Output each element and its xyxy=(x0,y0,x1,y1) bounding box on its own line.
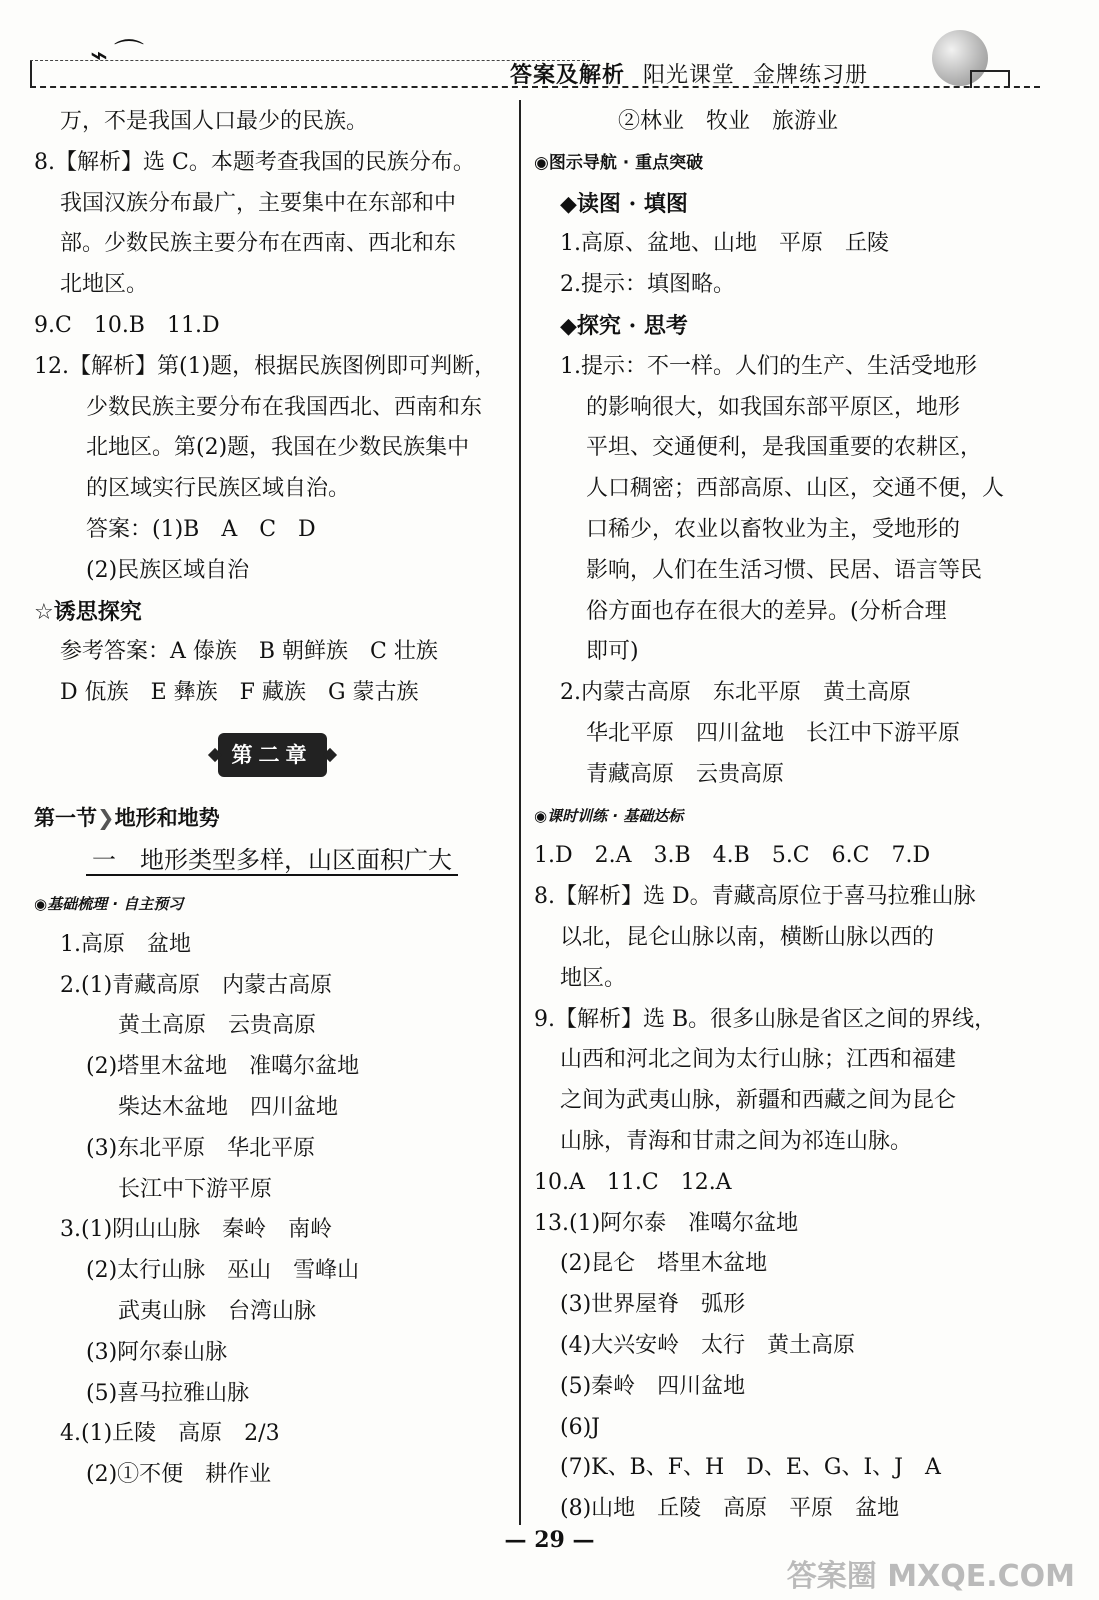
text-line: (2)民族区域自治 xyxy=(86,557,250,583)
text-line: 地区。 xyxy=(560,965,627,991)
tag-basic-text: 基础梳理 · 自主预习 xyxy=(47,894,184,913)
text-line: 10.A 11.C 12.A xyxy=(534,1169,732,1195)
text-line: 北地区。 xyxy=(60,272,149,298)
diamond-icon: ◆ xyxy=(560,190,577,217)
text-line: (2)太行山脉 巫山 雪峰山 xyxy=(86,1258,360,1284)
text-line: 之间为武夷山脉，新疆和西藏之间为昆仑 xyxy=(560,1088,957,1114)
tag-marker-icon: ◉ xyxy=(34,894,48,913)
right-column xyxy=(534,102,1024,1530)
text-line: (3)阿尔泰山脉 xyxy=(86,1339,228,1365)
text-line: 2.内蒙古高原 东北平原 黄土高原 xyxy=(560,680,911,706)
diamond-icon: ◆ xyxy=(560,312,577,339)
text-line: 少数民族主要分布在我国西北、西南和东 xyxy=(86,394,483,420)
text-line: 口稀少，农业以畜牧业为主，受地形的 xyxy=(586,516,961,542)
header-middle-text: 阳光课堂 xyxy=(643,63,736,88)
explore-title: 探究 · 思考 xyxy=(576,312,688,339)
text-line: 1.高原、盆地、山地 平原 丘陵 xyxy=(560,231,889,257)
text-line: 13.(1)阿尔泰 准噶尔盆地 xyxy=(534,1210,799,1236)
text-line: 1.高原 盆地 xyxy=(60,931,191,957)
text-line: 影响，人们在生活习惯、民居、语言等民 xyxy=(586,557,983,583)
tag-graph xyxy=(534,143,1024,184)
tag-graph-text: 图示导航 · 重点突破 xyxy=(548,152,704,173)
text-line: (3)世界屋脊 弧形 xyxy=(560,1292,746,1318)
header-right-text: 金牌练习册 xyxy=(753,63,869,88)
header-brand xyxy=(510,58,868,89)
star-icon: ☆ xyxy=(34,599,54,625)
section-title: 地形和地势 xyxy=(114,805,220,830)
header-frame-left xyxy=(30,60,40,86)
text-line: D 佤族 E 彝族 F 藏族 G 蒙古族 xyxy=(60,680,419,706)
tag-marker-icon: ◉ xyxy=(534,806,548,825)
chapter-banner: 第二章 xyxy=(218,733,327,778)
text-line: 1.D 2.A 3.B 4.B 5.C 6.C 7.D xyxy=(534,843,931,869)
page-header xyxy=(30,20,1040,100)
text-line: 的区域实行民族区域自治。 xyxy=(86,476,351,502)
text-line: (5)秦岭 四川盆地 xyxy=(560,1373,746,1399)
chevron-right-icon: ❯ xyxy=(97,805,115,830)
section-heading xyxy=(34,796,510,840)
tag-marker-icon: ◉ xyxy=(534,152,549,173)
text-line: 武夷山脉 台湾山脉 xyxy=(118,1298,317,1324)
watermark: 答案圈 MXQE.COM xyxy=(786,1559,1075,1594)
text-line: (4)大兴安岭 太行 黄土高原 xyxy=(560,1332,856,1358)
text-line: (2)①不便 耕作业 xyxy=(86,1462,272,1488)
text-line: 华北平原 四川盆地 长江中下游平原 xyxy=(586,720,961,746)
text-line: 人口稠密；西部高原、山区，交通不便，人 xyxy=(586,476,1005,502)
text-line: 部。少数民族主要分布在西南、西北和东 xyxy=(60,231,457,257)
text-line: ②林业 牧业 旅游业 xyxy=(618,109,839,134)
text-line: (5)喜马拉雅山脉 xyxy=(86,1380,250,1406)
text-line: 8.【解析】选 C。本题考查我国的民族分布。 xyxy=(34,149,475,175)
text-line: 我国汉族分布最广，主要集中在东部和中 xyxy=(60,190,457,216)
text-line: 长江中下游平原 xyxy=(118,1176,273,1202)
tag-train xyxy=(534,796,1024,837)
page-number: — 29 — xyxy=(504,1527,595,1553)
text-line: 12.【解析】第(1)题，根据民族图例即可判断， xyxy=(34,353,497,379)
tag-basic xyxy=(34,884,510,925)
text-line: 万，不是我国人口最少的民族。 xyxy=(60,109,369,134)
text-line: 平坦、交通便利，是我国重要的农耕区， xyxy=(586,435,983,461)
text-line: 以北，昆仑山脉以南，横断山脉以西的 xyxy=(560,924,935,950)
text-line: 参考答案：A 傣族 B 朝鲜族 C 壮族 xyxy=(60,639,438,665)
text-line: 9.【解析】选 B。很多山脉是省区之间的界线， xyxy=(534,1006,997,1032)
text-line: 俗方面也存在很大的差异。(分析合理 xyxy=(586,598,947,624)
text-line: 即可) xyxy=(586,639,639,665)
read-heading xyxy=(534,184,1024,225)
chapter-banner-row xyxy=(34,714,510,796)
text-line: 青藏高原 云贵高原 xyxy=(586,761,785,787)
birds-icon: ⌁⌒ xyxy=(90,38,151,73)
text-line: 答案：(1)B A C D xyxy=(86,516,316,542)
text-line: 黄土高原 云贵高原 xyxy=(118,1013,317,1039)
subsection-heading xyxy=(34,840,510,884)
text-line: 的影响很大，如我国东部平原区，地形 xyxy=(586,394,961,420)
section-label: 第一节 xyxy=(34,805,97,830)
header-frame-right xyxy=(970,70,1010,88)
text-line: 山西和河北之间为太行山脉；江西和福建 xyxy=(560,1047,957,1073)
text-line: (7)K、B、F、H D、E、G、I、J A xyxy=(560,1455,941,1481)
subsection-title: 一 地形类型多样，山区面积广大 xyxy=(86,846,458,876)
header-dashed-line-upper xyxy=(30,60,590,61)
header-left-text: 答案及解析 xyxy=(510,62,626,88)
text-line: (6)J xyxy=(560,1414,600,1440)
text-line: (2)塔里木盆地 准噶尔盆地 xyxy=(86,1054,360,1080)
text-line: (2)昆仑 塔里木盆地 xyxy=(560,1251,768,1277)
text-line: 山脉，青海和甘肃之间为祁连山脉。 xyxy=(560,1128,913,1154)
induce-heading xyxy=(34,592,510,633)
text-line: (3)东北平原 华北平原 xyxy=(86,1135,316,1161)
text-line: 3.(1)阴山山脉 秦岭 南岭 xyxy=(60,1217,333,1243)
text-line: 2.提示：填图略。 xyxy=(560,272,735,298)
column-divider xyxy=(519,100,521,1525)
text-line: 9.C 10.B 11.D xyxy=(34,312,220,338)
text-line: 1.提示：不一样。人们的生产、生活受地形 xyxy=(560,353,977,379)
read-title: 读图 · 填图 xyxy=(576,190,688,217)
text-line: 4.(1)丘陵 高原 2/3 xyxy=(60,1421,280,1447)
left-column xyxy=(34,102,510,1496)
text-line: 柴达木盆地 四川盆地 xyxy=(118,1094,339,1120)
tag-train-text: 课时训练 · 基础达标 xyxy=(547,806,684,825)
text-line: 北地区。第(2)题，我国在少数民族集中 xyxy=(86,435,470,461)
explore-heading xyxy=(534,306,1024,347)
text-line: (8)山地 丘陵 高原 平原 盆地 xyxy=(560,1496,900,1522)
text-line: 2.(1)青藏高原 内蒙古高原 xyxy=(60,972,333,998)
text-line: 8.【解析】选 D。青藏高原位于喜马拉雅山脉 xyxy=(534,884,976,910)
induce-title: 诱思探究 xyxy=(53,598,142,625)
